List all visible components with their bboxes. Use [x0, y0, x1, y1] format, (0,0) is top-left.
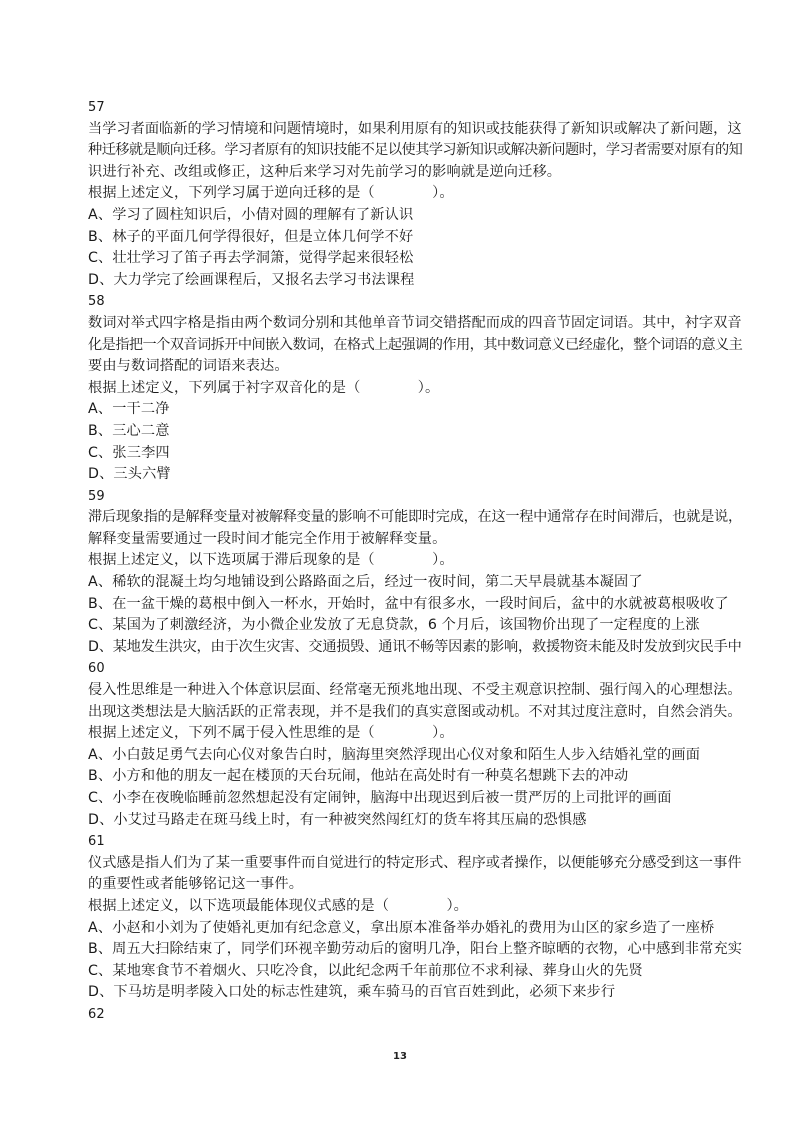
question-block	[88, 486, 742, 659]
question-number: 61	[88, 834, 105, 850]
answer-option: D、下马坊是明孝陵入口处的标志性建筑，乘车骑马的百官百姓到此，必须下来步行	[88, 984, 616, 1001]
passage-line: 解释变量需要通过一段时间才能完全作用于被解释变量。	[88, 530, 447, 547]
answer-option: A、稀软的混凝土均匀地铺设到公路路面之后，经过一夜时间，第二天早晨就基本凝固了	[88, 574, 643, 591]
question-number: 62	[88, 1006, 105, 1022]
question-prompt: 根据上述定义，下列学习属于逆向迁移的是（ ）。	[88, 185, 454, 202]
answer-option: B、三心二意	[88, 422, 170, 439]
page-number: 13	[393, 1051, 407, 1062]
passage-line: 的重要性或者能够铭记这一事件。	[88, 876, 304, 893]
question-list	[88, 97, 742, 1026]
answer-option: A、学习了圆柱知识后，小倩对圆的理解有了新认识	[88, 206, 414, 223]
passage-line: 识进行补充、改组或修正，这种后来学习对先前学习的影响就是逆向迁移。	[88, 163, 562, 180]
passage-line: 种迁移就是顺向迁移。学习者原有的知识技能不足以使其学习新知识或解决新问题时，学习者需要对原有的知	[88, 142, 743, 159]
question-prompt: 根据上述定义，下列属于衬字双音化的是（ ）。	[88, 379, 440, 396]
question-prompt: 根据上述定义，以下选项属于滞后现象的是（ ）。	[88, 552, 454, 569]
answer-option: C、小李在夜晚临睡前忽然想起没有定闹钟，脑海中出现迟到后被一贯严厉的上司批评的画面	[88, 790, 672, 806]
answer-option: B、在一盆干燥的葛根中倒入一杯水，开始时，盆中有很多水，一段时间后，盆中的水就被葛根吸收了	[88, 595, 729, 612]
question-number: 60	[88, 661, 105, 677]
question-number: 59	[88, 488, 105, 504]
answer-option: A、小白鼓足勇气去向心仪对象告白时，脑海里突然浮现出心仪对象和陌生人步入结婚礼堂的画面	[88, 746, 701, 763]
question-prompt: 根据上述定义，下列不属于侵入性思维的是（ ）。	[88, 725, 454, 742]
answer-option: C、壮壮学习了笛子再去学洞箫，觉得学起来很轻松	[88, 250, 414, 267]
answer-option: A、小赵和小刘为了使婚礼更加有纪念意义，拿出原本准备举办婚礼的费用为山区的家乡造了一座桥	[88, 919, 715, 936]
answer-option: C、某国为了刺激经济，为小微企业发放了无息贷款，6 个月后，该国物价出现了一定程度的上涨	[88, 617, 700, 634]
answer-option: C、张三李四	[88, 444, 170, 461]
passage-line: 出现这类想法是大脑活跃的正常表现，并不是我们的真实意图或动机。不对其过度注意时，自然会消失。	[88, 703, 742, 720]
question-block	[88, 1004, 742, 1026]
passage-line: 仪式感是指人们为了某一重要事件而自觉进行的特定形式、程序或者操作，以便能够充分感受到这一事件	[88, 854, 742, 871]
question-block	[88, 97, 742, 291]
question-number: 57	[88, 100, 105, 115]
passage-line: 化是指把一个双音词拆开中间嵌入数词，在格式上起强调的作用，其中数词意义已经虚化，整个词语的意义主	[88, 336, 743, 353]
question-block	[88, 831, 742, 1004]
passage-line: 要由与数词搭配的词语来表达。	[88, 358, 289, 375]
passage-line: 当学习者面临新的学习情境和问题情境时，如果利用原有的知识或技能获得了新知识或解决了新问题，这	[88, 120, 742, 137]
passage-line: 数词对举式四字格是指由两个数词分别和其他单音节词交错搭配而成的四音节固定词语。其中，衬字双音	[88, 314, 742, 331]
passage-line: 侵入性思维是一种进入个体意识层面、经常毫无预兆地出现、不受主观意识控制、强行闯入的心理想法。	[88, 682, 742, 699]
answer-option: B、林子的平面几何学得很好，但是立体几何学不好	[88, 228, 414, 245]
question-number: 58	[88, 294, 105, 310]
answer-option: D、大力学完了绘画课程后，又报名去学习书法课程	[88, 271, 415, 288]
answer-option: A、一干二净	[88, 401, 170, 418]
answer-option: B、周五大扫除结束了，同学们环视辛勤劳动后的窗明几净，阳台上整齐晾晒的衣物，心中感到非常充实	[88, 941, 743, 958]
question-block	[88, 291, 742, 485]
answer-option: D、某地发生洪灾，由于次生灾害、交通损毁、通讯不畅等因素的影响，救援物资未能及时发放到灾民手中	[88, 638, 742, 655]
answer-option: C、某地寒食节不着烟火、只吃冷食，以此纪念两千年前那位不求利禄、葬身山火的先贤	[88, 962, 643, 979]
passage-line: 滞后现象指的是解释变量对被解释变量的影响不可能即时完成，在这一程中通常存在时间滞后，也就是说，	[88, 509, 742, 526]
question-block	[88, 658, 742, 831]
answer-option: B、小方和他的朋友一起在楼顶的天台玩闹，他站在高处时有一种莫名想跳下去的冲动	[88, 768, 629, 785]
answer-option: D、三头六臂	[88, 466, 171, 483]
answer-option: D、小艾过马路走在斑马线上时，有一种被突然闯红灯的货车将其压扁的恐惧感	[88, 811, 587, 828]
question-prompt: 根据上述定义，以下选项最能体现仪式感的是（ ）。	[88, 897, 469, 914]
